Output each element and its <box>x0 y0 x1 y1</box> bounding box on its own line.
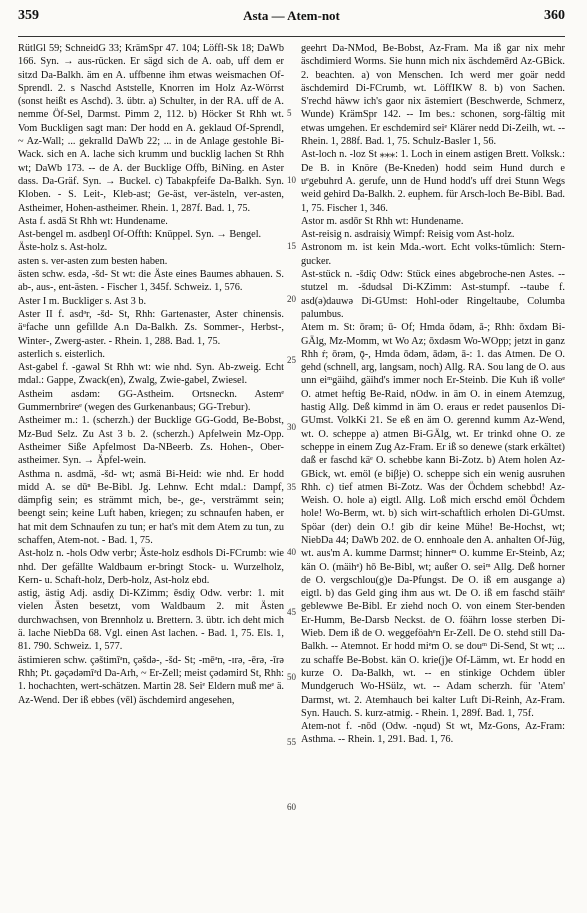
line-number: 20 <box>287 294 296 304</box>
entry-asta: Asta f. asdä St Rhh wt: Hundename. <box>18 215 168 227</box>
entry-aestimieren: ästimieren schw. çəštimīᵊn, çəšdə-, -šd- St; -mēᵊn, -ɪrə, -ērə, -īrə Rhh; Pt. gəçədəmīᵊd Da-Arh, ~ Er-Zell; meist çədəmird St, Rhh: 1. hochachten, wert-schätzen. Martin 28. Seiᵉ Eldern muß meᵉ ä. Az-Wend. Der iß ebbes (vēl) äschdemird angesehen, <box>18 654 284 706</box>
entry-astig: astig, ästig Adj. asdiχ Di-KZimm; ēsdiχ Odw. verbr: 1. mit vielen Ästen besetzt, vom Waldbaum 2. mit Ästen durchwachsen, von Brennholz u. Brettern. 3. übtr. ich deht mich ä. lache NiebDa 68. Vgl. einen Ast lachen. - Bad. 1, 75. Els. 1, 81. 790. Schweiz. 1, 577. <box>18 588 284 653</box>
left-column <box>18 42 284 707</box>
entry-ast-holz: Ast-holz n. -hols Odw verbr; Äste-holz esdhols Di-FCrumb: wie nhd. Der gefällte Waldbaum er-bringt Stock- u. Wurzelholz, Kern- u. Schaft-holz, Derb-holz, Ast-holz ebd. <box>18 548 284 586</box>
page-number-right: 360 <box>544 8 565 23</box>
line-number: 55 <box>287 737 296 747</box>
line-number: 30 <box>287 422 296 432</box>
entry-asthma: Asthma n. asdmä, -šd- wt; asmä Bi-Heid: wie nhd. Er hodd midd A. se dūⁿ Be-Bibl. Jg. Lehnw. Echt mdal.: Dampf, dämpfig sein; es strämmt mich, be-, ge-, versträmmt sein; beengt sein; keine Luft haben, kriegen; zu schnaufen haben, er hat mit dem Schnaufen zu tun; er hat's mit dem Atem zu tun, zu schaffen, Atem-not. - Bad. 1, 75. <box>18 468 284 546</box>
header-rule <box>18 36 565 37</box>
entry-atem: Atem m. St: ōrəm; ū- Of; Hmda ōdəm, ā-; Rhh: ōxdəm Bi-GÄlg, Mz-Momm, wt Wo Az; ōxdəsm Wo-WOpp; jetzt in ganz Rhh ŕ; ōrəm, ǭ-, Hmda ōdəm, ādəm, ā-: 1. das Atmen. De O. gehd (schnell, arg, langsam, noch) Allg. RA. Sou lang de O. aus unn eiᵐgäihd, gäihd's immer noch Er-Steinb. Die Kuh iß volleᵉ O. atmet heftig Be-Raid, nOdw. in äm O. in einem Atemzug, hastig Allg. Deß kimmd in äm O. eraus er redet pausenlos Di-GUmst. VolkKi 21. Se eß en äm O. gerennd kumm Az-Wend, wt. O. scheppe a) atmen Bi-GÄlg, wt. Er trinkd ohne O. ze scheppe in einem Zug Az-Fram. Er iß so denewe (stark erkältet) daß er faschd käᵉ O. schebbe kann Bi-Zotz. b) Atem holen Az-GBick, wt. emöl (e biβje) O. scheppe sich ein wenig ausruhen Rhh. c) tief atmen Bi-Zotz. Was der Öchdem schebbd! Az-Weish. O. hole a) eigtl. Allg. Loß mich erschd emöl Öchdem hole! Wo-Berm, wt. b) sich wirt-schaftlich erholen Di-GUmst. Spöar (der) dein O.! gib dir keine Mühe! Be-Hochst, wt; NiebDa 44; DaWb 202. de O. ennhoale den A. anhalten Of-Jüg, wt. aus'm A. kumme Darmst; hinnerᵐ O. kumme Er-Steinb, Az; kän O. (mäihᵉ) hō Be-Bibl, wt; außer O. seiᵐ Allg. Deß horner de O. vergschlou(g)e Da-Pfungst. De O. iß em ausgange a) eigtl. b) das Geld ging ihm aus wt. De O. iß em faschd stäihᵉ geblewwe Be-Bibl. Er ziehd noch O. von einem Ster-benden Er-Humm, Be-Darsb Neckst. de O. föährn losse sterben Di-Wieb. Dem iß de O. weggeföahᵉn Er-Zell. De O. stehd still Da-Balkh. -- Atemnot. Er hodd miᵉm O. se douᵐ Di-Send, St wt; ... zu schaffe Be-Bobst. kän O. krie(j)e Of-Lämm, wt. Er hodd en kurze O. Da-Balkh, wt. -- en stinkige Ochdem übler Mundgeruch Wo-HSülz, wt. -- Adam scherzh. für 'Atem' Darmst, wt. 2. Atemhauch bei kalter Luft Di-Reinh, Az-Fram. Syn. Hauch. S. kurz-atmig. - Rhein. 1, 289f. Bad. 1, 75f. <box>301 322 565 719</box>
entry-asterlich: asterlich s. eisterlich. <box>18 348 105 360</box>
entry-aesten: ästen schw. esdə, -šd- St wt: die Äste eines Baumes abhauen. S. ab-, aus-, ent-ästen. - Fischer 1, 345f. Schweiz. 1, 576. <box>18 269 284 294</box>
right-column <box>301 42 565 747</box>
entry-ast-continued: RütlGl 59; SchneidG 33; KrämSpr 47. 104; Löffl-Sk 18; DaWb 166. Syn. → aus-rücken. Er sägd sich de A. oab, uff dem er sitzd Da-Balkh. äm en A. uffbenne ihm etwas weismachen Of-Sprendl. 2. s Naschd Aststelle, Knorren im Holz Az-Wörrst (sonst heißt es Aschd). 3. übtr. a) Schulter, in der RA. uff de A. nemme Öf-Sel, Darmst. Pimm 2, 112. b) Höcker St Rhh wt. Vom Buckligen sagt man: Der hodd en A. geklaud Of-Sprendl, ~ Az-Wall; ... gekralld DaWb 22; ... in de Anlage gestohle Bi-Wack. sich en A. lache sich krumm und bucklig lachen St Rhh wt; DaWb 173. -- de A. der Bucklige Offb, BiNing. en Aster dass. Da-Gräf. Syn. → Buckel. c) Tabakpfeife Da-Balkh. Syn. Kloben. - S. Leit-, Kleb-ast; Ge-äst, ver-ästeln, ver-asten, Astheimer, Hohen-astheimer. Rhein. 1, 287f. Bad. 1, 75. <box>18 43 284 214</box>
line-number: 10 <box>287 175 296 185</box>
line-number: 60 <box>287 802 296 812</box>
line-number: 5 <box>287 108 292 118</box>
line-number: 45 <box>287 607 296 617</box>
entry-astheim: Astheim asdəm: GG-Astheim. Ortsneckn. Astemᵉ Gummernbrireᵉ (wegen des Gurkenanbaus; GG-Trebur). <box>18 388 284 414</box>
line-number: 40 <box>287 547 296 557</box>
entry-astheimer: Astheimer m.: 1. (scherzh.) der Bucklige GG-Godd, Be-Bobst, Mz-Bud Selz. Zu Ast 3 b. 2. (scherzh.) Apfelwein Mz-Opp. Astheimer Siße Apfelmost Da-NBeerb. Zs. Hohen-, Ober-astheimer. Syn. → Äpfel-wein. <box>18 415 284 467</box>
entry-astronom: Astronom m. ist kein Mda.-wort. Echt volks-tümlich: Stern-gucker. <box>301 242 565 267</box>
entry-aster-1: Aster I m. Buckliger s. Ast 3 b. <box>18 295 147 307</box>
entry-aster-2: Aster II f. asdᵊr, -šd- St, Rhh: Gartenaster, Aster chinensis. äᵘfache unn gefillde A.n Da-Balkh. Zs. Sommer-, Herbst-, Winter-, Zwerg-aster. - Rhein. 1, 288. Bad. 1, 75. <box>18 308 284 347</box>
page-header <box>18 8 565 30</box>
entry-ast-stueck: Ast-stück n. -šdiç Odw: Stück eines abgebroche-nen Astes. --stutzel m. -šdudsəl Di-KZimm: Ast-stumpf. --taube f. asd(ə)dauwə Di-GUmst: Hohl-oder Ringeltaube, Columba palumbus. <box>301 269 565 320</box>
line-number: 50 <box>287 672 296 682</box>
running-title: Asta — Atem-not <box>243 8 340 23</box>
entry-ast-gabel: Ast-gabel f. -gawəl St Rhh wt: wie nhd. Syn. Ab-zweig. Echt mdal.: Gappe, Zwack(en), Zwalg, Zwie-gabel, Zwiesel. <box>18 362 284 387</box>
entry-ast-bengel: Ast-bengel m. asdbeŋl Of-Offth: Knüppel. Syn. → Bengel. <box>18 229 262 241</box>
line-number: 15 <box>287 241 296 251</box>
page-number-left: 359 <box>18 8 39 23</box>
entry-aeste-holz: Äste-holz s. Ast-holz. <box>18 242 108 254</box>
entry-ast-loch: Ast-loch n. -loz St ⁎⁎⁎: 1. Loch in einem astigen Brett. Volksk.: De B. in Knöre (Be-Kneden) hodd seim Hund durch e uᵉgebuhrd A. gerufe, unn de Hund hodd's uff drei Stunn Wegs weid gehird Da-Balkh. 2. euphem. für Arsch-loch Be-Bibl. Bad. 1, 75. Fischer 1, 346. <box>301 149 565 214</box>
entry-asten: asten s. ver-asten zum besten haben. <box>18 255 168 267</box>
entry-astor: Astor m. asdōr St Rhh wt: Hundename. <box>301 215 464 227</box>
entry-atem-not: Atem-not f. -nōd (Odw. -nǫud) St wt, Mz-Gons, Az-Fram: Asthma. -- Rhein. 1, 291. Bad. 1, 76. <box>301 721 565 746</box>
entry-ast-reisig: Ast-reisig n. asdraisiχ Wimpf: Reisig vom Ast-holz. <box>301 229 515 241</box>
entry-aestimieren-continued: geehrt Da-NMod, Be-Bobst, Az-Fram. Ma iß gar nix mehr äschdimierd Worms. Sie hunn mich nix äschdemērd Az-GBick. 2. beachten. a) von Menschen. Ich werd mer goär nedd äschdemird Di-FCrumb, wt. LöffIKW 8. b) von Sachen. S'rechd häww ich's gaor nix ästemiert (Beschwerde, Schmerz, Wunde) KrämSpr 142. -- Im bes.: schonen, sorg-fältig mit etwas umgehen. Er eschdemird seiᵉ Klärer nedd Di-Zeilh, wt. -- Rhein. 1, 288f. Bad. 1, 75. Schulz-Basler 1, 56. <box>301 43 565 148</box>
line-number: 35 <box>287 482 296 492</box>
line-number: 25 <box>287 355 296 365</box>
